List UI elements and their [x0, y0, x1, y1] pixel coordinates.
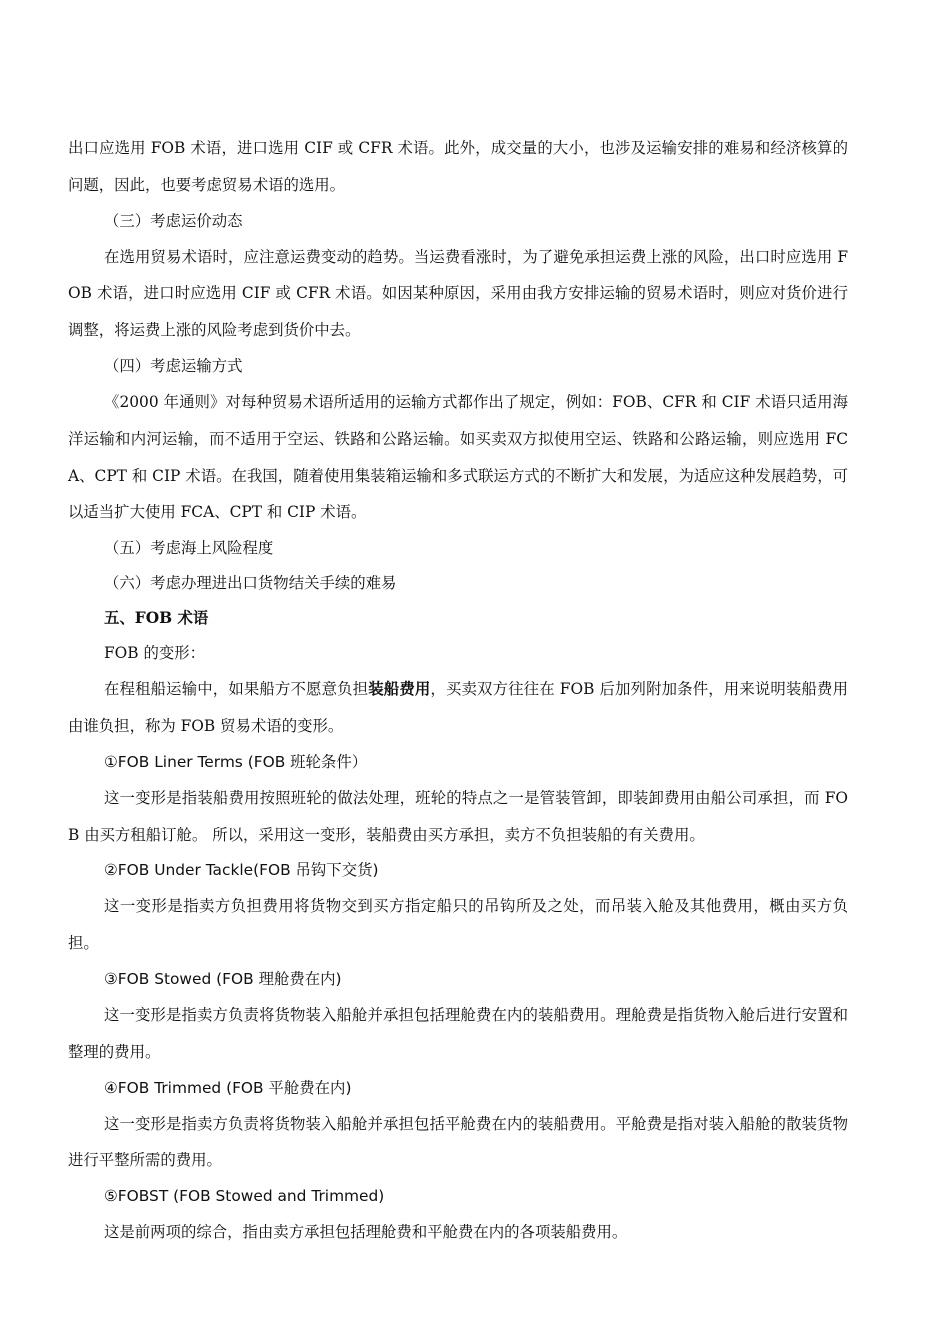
heading-freight-trend: （三）考虑运价动态 — [104, 211, 243, 230]
intro-text-bold: 装船费用 — [368, 680, 431, 699]
variant-stowed-title: ③FOB Stowed (FOB 理舱费在内) — [104, 969, 342, 988]
variant-stowed-text: 这一变形是指卖方负责将货物装入船舱并承担包括理舱费在内的装船费用。理舱费是指货物入舱后进行安置和整理的费用。 — [68, 1005, 848, 1061]
paragraph-fob-variants-intro — [68, 671, 848, 745]
section-title-fob: 五、FOB 术语 — [104, 609, 209, 628]
variant-under-tackle-text: 这一变形是指卖方负担费用将货物交到买方指定船只的吊钩所及之处，而吊装入舱及其他费用，概由买方负担。 — [68, 897, 848, 953]
variant-fobst-title: ⑤FOBST (FOB Stowed and Trimmed) — [104, 1187, 385, 1206]
heading-transport-mode: （四）考虑运输方式 — [104, 356, 243, 375]
variant-liner-terms-text: 这一变形是指装船费用按照班轮的做法处理，班轮的特点之一是管装管卸，即装卸费用由船公司承担，而 FOB 由买方租船订舱。 所以，采用这一变形，装船费由买方承担，卖方不负担装船的有关费用。 — [68, 788, 848, 844]
paragraph-freight-trend: 在选用贸易术语时，应注意运费变动的趋势。当运费看涨时，为了避免承担运费上涨的风险，出口时应选用 FOB 术语，进口时应选用 CIF 或 CFR 术语。如因某种原因，采用由我方安排运输的贸易术语时，则应对货价进行调整，将运费上涨的风险考虑到货价中去。 — [68, 247, 848, 340]
fob-variants-label: FOB 的变形： — [104, 644, 206, 663]
variant-trimmed-text: 这一变形是指卖方负责将货物装入船舱并承担包括平舱费在内的装船费用。平舱费是指对装入船舱的散装货物进行平整所需的费用。 — [68, 1114, 848, 1170]
variant-fobst-text: 这是前两项的综合，指由卖方承担包括理舱费和平舱费在内的各项装船费用。 — [104, 1223, 628, 1242]
heading-sea-risk: （五）考虑海上风险程度 — [104, 539, 274, 558]
paragraph-transport-mode: 《2000 年通则》对每种贸易术语所适用的运输方式都作出了规定，例如：FOB、CFR 和 CIF 术语只适用海洋运输和内河运输，而不适用于空运、铁路和公路运输。如买卖双方拟使用空运、铁路和公路运输，则应选用 FCA、CPT 和 CIP 术语。在我国，随着使用集装箱运输和多式联运方式的不断扩大和发展，为适应这种发展趋势，可以适当扩大使用 FCA、CPT 和 CIP 术语。 — [68, 392, 848, 522]
variant-under-tackle-title: ②FOB Under Tackle(FOB 吊钩下交货) — [104, 861, 379, 880]
intro-text-end: ，买卖双方往往在 FOB 后加列附加条件，用来说明装船费用由谁负担，称为 FOB 贸易术语的变形。 — [68, 680, 848, 735]
document-page — [68, 130, 848, 1251]
variant-trimmed-title: ④FOB Trimmed (FOB 平舱费在内) — [104, 1078, 352, 1097]
paragraph-transport-volume: 出口应选用 FOB 术语，进口选用 CIF 或 CFR 术语。此外，成交量的大小，也涉及运输安排的难易和经济核算的问题，因此，也要考虑贸易术语的选用。 — [68, 139, 848, 194]
intro-text-start: 在程租船运输中，如果船方不愿意负担 — [104, 680, 369, 699]
heading-customs-clearance: （六）考虑办理进出口货物结关手续的难易 — [104, 574, 397, 593]
variant-liner-terms-title: ①FOB Liner Terms (FOB 班轮条件） — [104, 752, 368, 771]
